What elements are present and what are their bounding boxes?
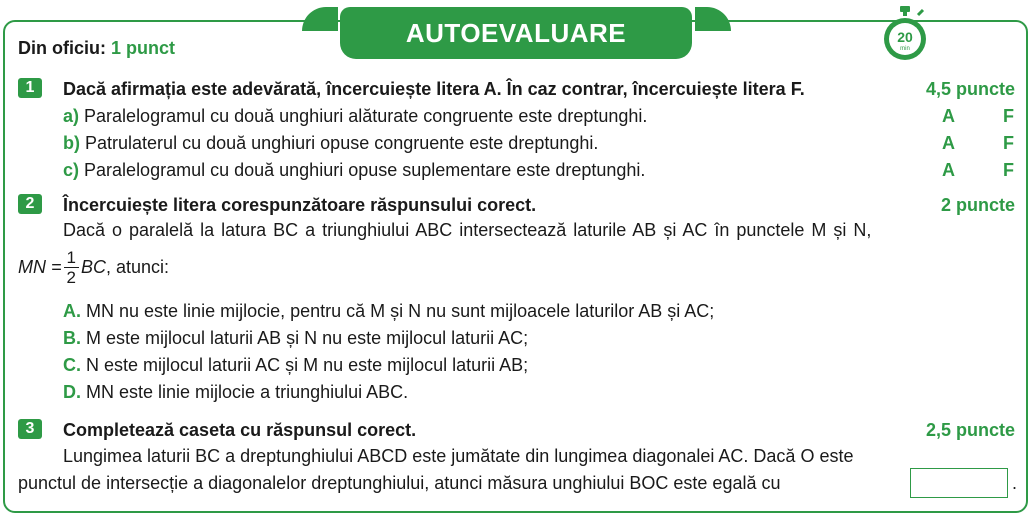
item-b-option-f[interactable]: F [1003, 133, 1014, 153]
option-c[interactable]: C. N este mijlocul laturii AC și M nu este mijlocul laturii AB; [63, 355, 529, 375]
timer-unit: min [900, 46, 910, 52]
item-a-option-a[interactable]: A [942, 106, 955, 126]
oficiu-value: 1 punct [111, 38, 176, 58]
tab-ear-right [695, 7, 731, 31]
answer-box[interactable] [910, 468, 1008, 498]
exercise-3-end: . [1012, 473, 1018, 493]
item-a-option-f[interactable]: F [1003, 106, 1014, 126]
item-b-option-a[interactable]: A [942, 133, 955, 153]
exercise-3-number: 3 [18, 419, 42, 439]
exercise-1-points: 4,5 puncte [925, 79, 1015, 99]
exercise-1-item-c: c) Paralelogramul cu două unghiuri opuse suplementare este dreptunghi. [63, 160, 646, 180]
option-a[interactable]: A. MN nu este linie mijlocie, pentru că M și N nu sunt mijloacele laturilor AB și AC; [63, 301, 715, 321]
exercise-2-stem-line1: Dacă o paralelă la latura BC a triunghiului ABC intersectează laturile AB și AC în punctele M și N, [63, 220, 872, 240]
page-title: AUTOEVALUARE [340, 7, 692, 59]
timer-value: 20 [897, 29, 913, 45]
exercise-1-number: 1 [18, 78, 42, 98]
exercise-2-stem-line2: MN = $\frac{1}{2}$ BC , atunci: [18, 248, 170, 287]
item-c-option-f[interactable]: F [1003, 160, 1014, 180]
stopwatch-icon [880, 6, 930, 62]
option-d[interactable]: D. MN este linie mijlocie a triunghiului ABC. [63, 382, 409, 402]
exercise-2-points: 2 puncte [940, 195, 1015, 215]
exercise-3-line2: punctul de intersecție a diagonalelor dreptunghiului, atunci măsura unghiului BOC este egală cu [18, 473, 781, 493]
exercise-1-item-a: a) Paralelogramul cu două unghiuri alăturate congruente este dreptunghi. [63, 106, 648, 126]
exercise-2-number: 2 [18, 194, 42, 214]
exercise-3-instruction: Completează caseta cu răspunsul corect. [63, 420, 417, 440]
oficiu-label: Din oficiu: [18, 38, 106, 58]
exercise-3-line1: Lungimea laturii BC a dreptunghiului ABCD este jumătate din lungimea diagonalei AC. Dacă O este [63, 446, 854, 466]
exercise-2-instruction: Încercuiește litera corespunzătoare răspunsului corect. [63, 195, 537, 215]
tab-ear-left [302, 7, 338, 31]
option-b[interactable]: B. M este mijlocul laturii AB și N nu este mijlocul laturii AC; [63, 328, 529, 348]
exercise-1-item-b: b) Patrulaterul cu două unghiuri opuse congruente este dreptunghi. [63, 133, 599, 153]
exercise-1-instruction: Dacă afirmația este adevărată, încercuiește litera A. În caz contrar, încercuiește litera F. [63, 79, 805, 99]
exercise-3-points: 2,5 puncte [925, 420, 1015, 440]
oficiu-line [18, 38, 175, 59]
item-c-option-a[interactable]: A [942, 160, 955, 180]
fraction-one-half: $\frac{1}{2}$ [64, 248, 79, 287]
